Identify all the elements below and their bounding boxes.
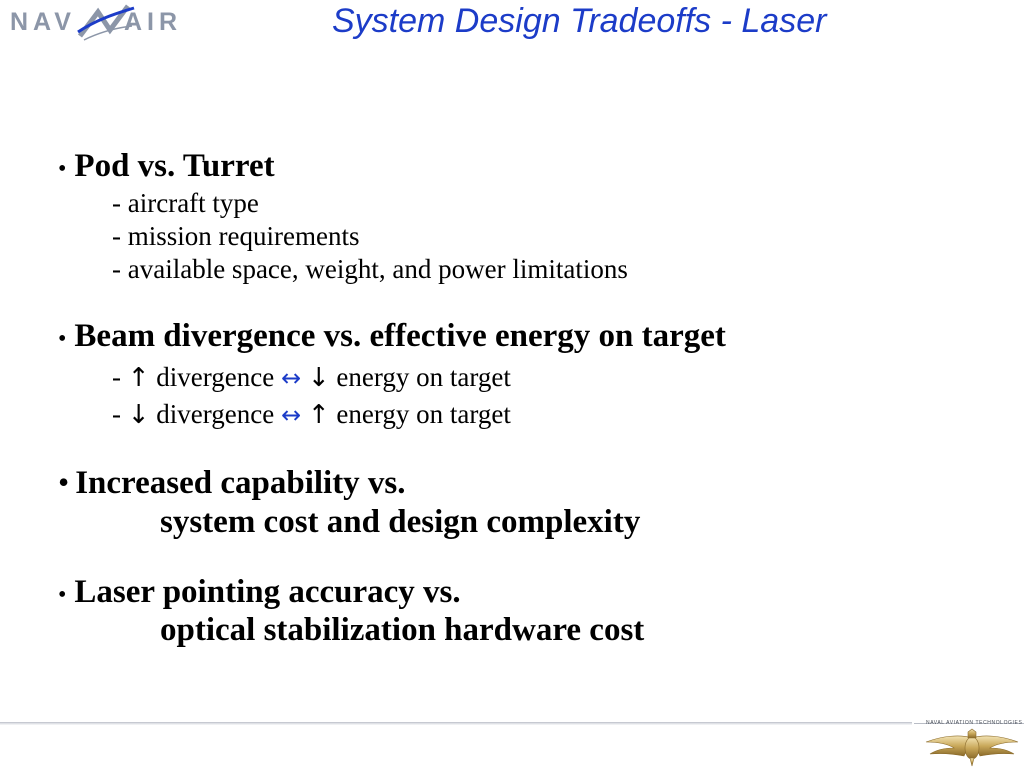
slide-title: System Design Tradeoffs - Laser (332, 2, 827, 40)
bullet-pod-vs-turret (58, 148, 275, 185)
energy-label: energy on target (336, 362, 511, 392)
sub-item: - mission requirements (112, 221, 360, 251)
bullet-heading: Pod vs. Turret (74, 148, 275, 184)
divergence-label: divergence (156, 399, 275, 429)
sub-item-divergence-down (112, 399, 511, 430)
up-arrow-icon: ↑ (307, 400, 330, 430)
energy-label: energy on target (336, 399, 511, 429)
bullet-heading: Beam divergence vs. effective energy on target (74, 318, 726, 354)
bullet-beam-divergence (58, 318, 726, 355)
sub-item-divergence-up (112, 362, 511, 393)
bullet-dot: • (58, 156, 67, 182)
bullet-dot: • (58, 326, 67, 352)
bullet-increased-capability (58, 464, 406, 502)
up-arrow-icon: ↑ (127, 363, 150, 393)
bullet-dot: • (58, 582, 67, 608)
footer-brand-text: NAVAL AVIATION TECHNOLOGIES (926, 720, 1023, 726)
bullet-heading: Increased capability vs. (75, 465, 406, 501)
down-arrow-icon: ↓ (307, 363, 330, 393)
logo-text-left: NAV (10, 8, 76, 36)
left-right-arrow-icon: ↔ (281, 364, 302, 392)
bullet-heading: Laser pointing accuracy vs. (74, 574, 461, 610)
logo-text-right: AIR (124, 8, 183, 36)
down-arrow-icon: ↓ (127, 400, 150, 430)
bullet-dot: • (58, 464, 70, 500)
dash: - (112, 399, 121, 429)
sub-item: - available space, weight, and power limitations (112, 254, 628, 284)
divergence-label: divergence (156, 362, 275, 392)
bullet-continuation: system cost and design complexity (160, 504, 641, 540)
bullet-continuation: optical stabilization hardware cost (160, 612, 645, 648)
sub-item: - aircraft type (112, 188, 259, 218)
left-right-arrow-icon: ↔ (281, 401, 302, 429)
footer-divider (0, 722, 912, 725)
footer-brand (914, 716, 1024, 768)
naval-aviator-wings-icon (924, 728, 1020, 768)
bullet-laser-pointing (58, 574, 461, 611)
dash: - (112, 362, 121, 392)
